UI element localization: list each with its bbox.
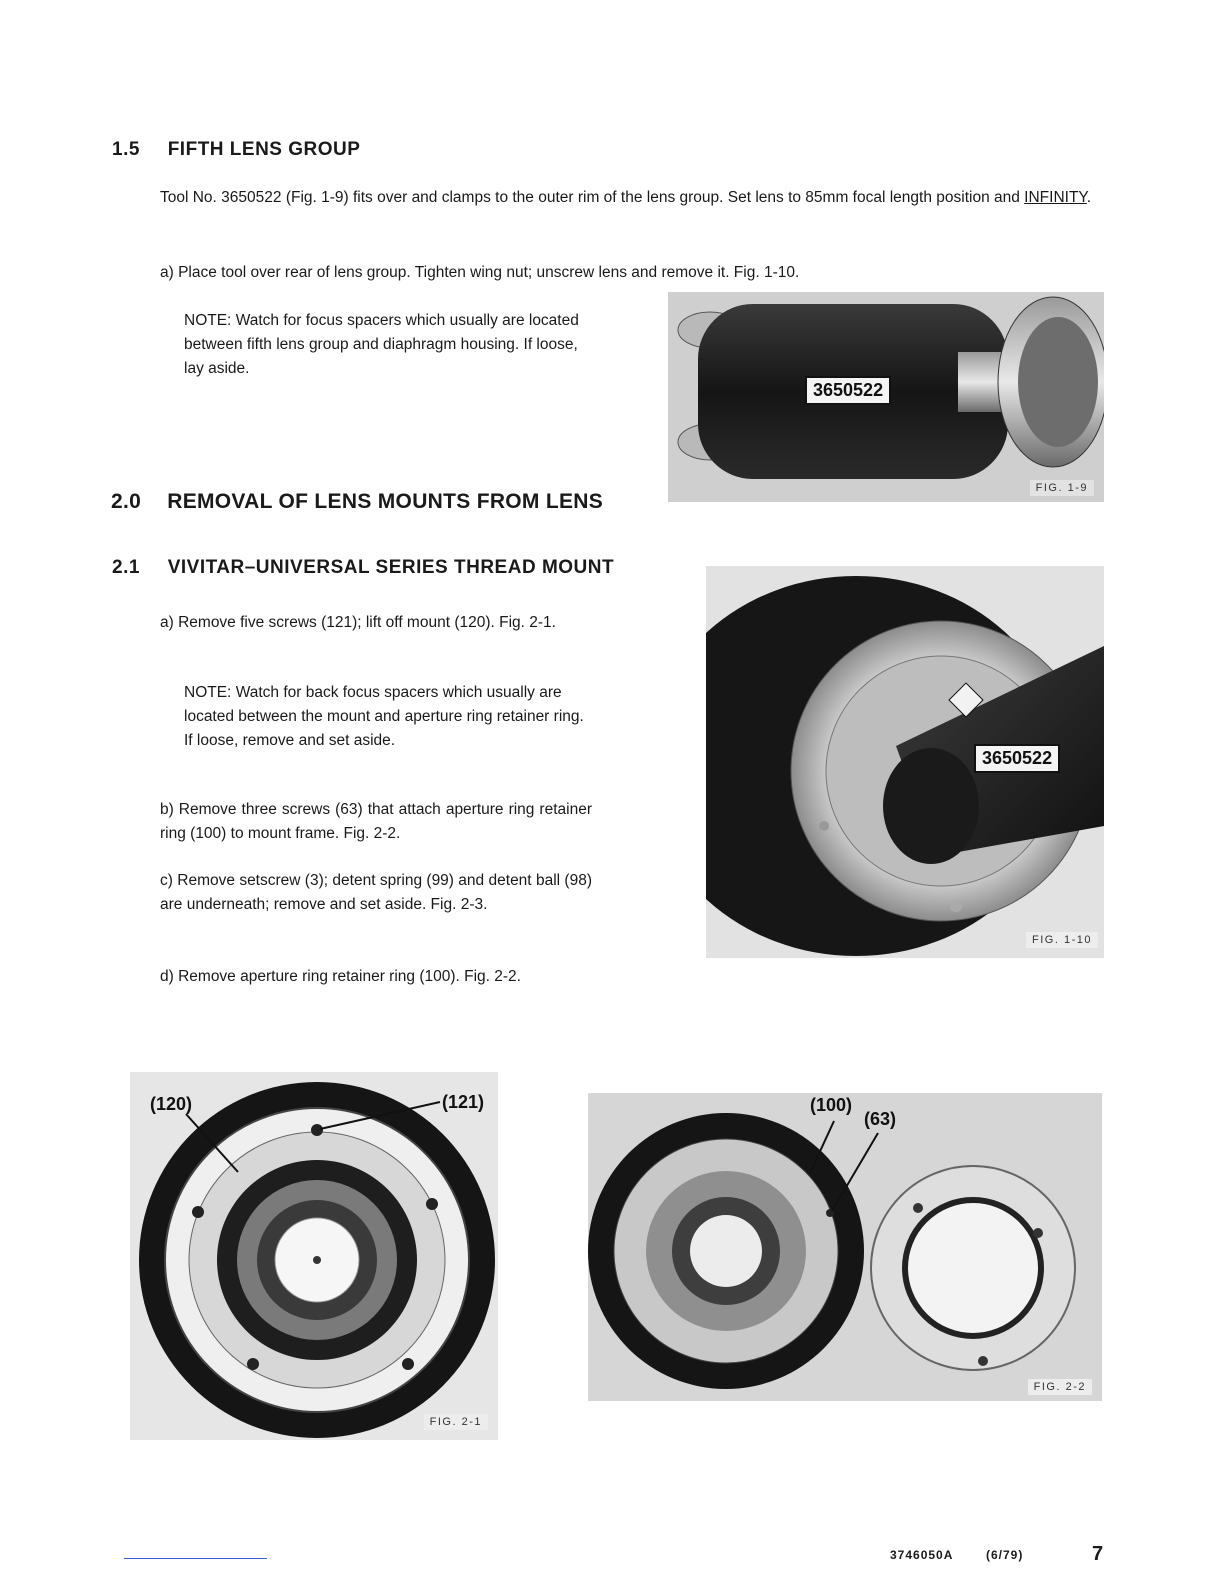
section-title: FIFTH LENS GROUP (167, 139, 361, 160)
step-2-1-b: b) Remove three screws (63) that attach aperture ring retainer ring (100) to mount frame. Fig. 2-2. (160, 801, 592, 842)
note-text: Watch for focus spacers which usually are located between fifth lens group and diaphragm housing. If loose, lay aside. (184, 312, 579, 377)
fig-2-2-caption: FIG. 2-2 (1028, 1379, 1092, 1395)
section-title: VIVITAR–UNIVERSAL SERIES THREAD MOUNT (167, 557, 615, 578)
section-2-1-heading (112, 557, 614, 579)
fig-1-9-part-label: 3650522 (805, 376, 891, 405)
infinity-underlined: INFINITY (1024, 189, 1087, 206)
footer-doc-number: 3746050A (890, 1548, 954, 1562)
note-2-1 (184, 681, 592, 753)
note-label: NOTE: (184, 684, 232, 701)
callout-121: (121) (442, 1092, 485, 1112)
callout-120: (120) (150, 1094, 193, 1114)
footnote-rule (124, 1558, 267, 1559)
step-2-1-d: d) Remove aperture ring retainer ring (100). Fig. 2-2. (160, 968, 521, 985)
intro-paragraph (160, 186, 1100, 210)
section-number: 2.0 (111, 490, 142, 513)
note-text: Watch for back focus spacers which usually are located between the mount and aperture ring retainer ring. If loose, remove and set aside. (184, 684, 584, 749)
section-number: 2.1 (112, 557, 140, 578)
section-number: 1.5 (112, 139, 140, 160)
fig-2-1-photo (130, 1072, 498, 1440)
fig-1-9-photo (668, 292, 1104, 502)
fig-2-1-caption: FIG. 2-1 (424, 1414, 488, 1430)
page-number: 7 (1092, 1543, 1104, 1565)
note-label: NOTE: (184, 312, 232, 329)
fig-2-2-photo (588, 1093, 1102, 1401)
step-2-1-a: a) Remove five screws (121); lift off mount (120). Fig. 2-1. (160, 614, 556, 631)
intro-text: Tool No. 3650522 (Fig. 1-9) fits over and clamps to the outer rim of the lens group. Set lens to 85mm focal length position and (160, 189, 1025, 206)
note-1-5 (184, 309, 594, 381)
step-1-5-a: a) Place tool over rear of lens group. Tighten wing nut; unscrew lens and remove it. Fig. 1-10. (160, 264, 800, 281)
footer-date: (6/79) (986, 1548, 1024, 1562)
fig-1-10-part-label: 3650522 (974, 744, 1060, 773)
fig-1-10-caption: FIG. 1-10 (1026, 932, 1098, 948)
callout-63: (63) (864, 1109, 897, 1129)
fig-1-9-caption: FIG. 1-9 (1030, 480, 1094, 496)
section-title: REMOVAL OF LENS MOUNTS FROM LENS (167, 490, 604, 513)
intro-period: . (1086, 189, 1092, 206)
lens-and-retainer-ring-illustration (588, 1093, 1102, 1401)
fig-1-10-photo (706, 566, 1104, 958)
section-1-5-heading (112, 139, 360, 161)
section-2-0-heading (111, 490, 603, 514)
step-2-1-c: c) Remove setscrew (3); detent spring (99) and detent ball (98) are underneath; remove and set aside. Fig. 2-3. (160, 872, 592, 913)
callout-100: (100) (810, 1095, 853, 1115)
lens-mount-rear-illustration (130, 1072, 498, 1440)
